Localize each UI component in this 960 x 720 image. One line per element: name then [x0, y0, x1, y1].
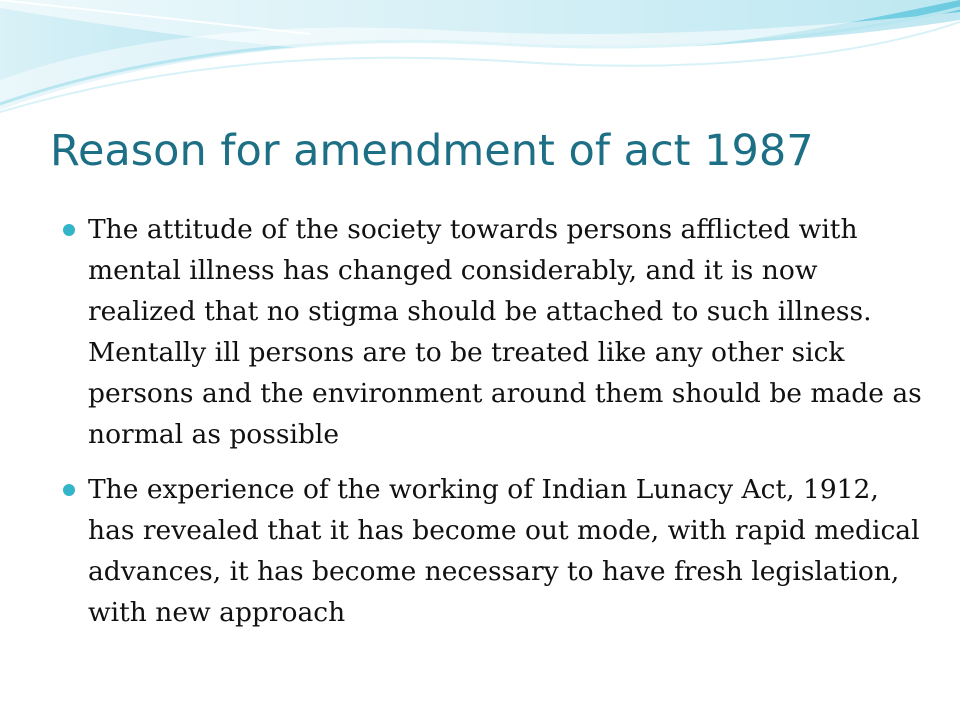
bullet-item: [88, 209, 923, 455]
bullet-item: [88, 469, 923, 633]
bullet-text: The attitude of the society towards persons afflicted with mental illness has changed considerably, and it is now realized that no stigma should be attached to such illness. Mentally ill persons are to be treated like any other sick persons and the environment around them should be made as normal as possible: [88, 214, 922, 450]
slide-title: Reason for amendment of act 1987: [50, 126, 814, 176]
bullet-dot-icon: [63, 224, 75, 236]
bullet-text: The experience of the working of Indian Lunacy Act, 1912, has revealed that it has become out mode, with rapid medical advances, it has become necessary to have fresh legislation, with new approach: [88, 474, 920, 628]
bullet-dot-icon: [63, 484, 75, 496]
bullet-list: [88, 209, 923, 647]
header-wave-decoration: [0, 0, 960, 130]
